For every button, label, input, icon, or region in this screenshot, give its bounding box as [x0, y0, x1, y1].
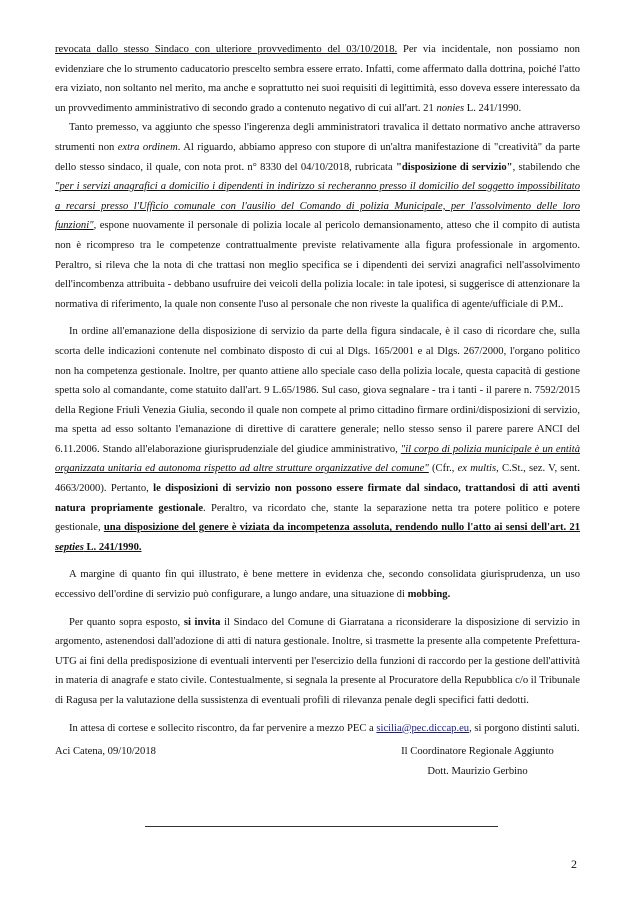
- body-text: L. 241/1990.: [464, 102, 522, 114]
- bold-text: mobbing.: [407, 589, 451, 601]
- paragraph-premise: [55, 118, 580, 314]
- body-text: In ordine all'emanazione della disposizione di servizio da parte della figura sindacale, è il caso di ricordare che, sulla scorta delle indicazioni contenute nel combinato disposto di cui al Dlgs. 165/2001 e al Dlgs. 267/2000, l'organo politico non ha competenza gestionale. Inoltre, per quanto attiene allo speciale caso della polizia locale, questa capacità di gestione spetta solo al comandante, come statuito dall'art. 9 L.65/1986. Sul caso, giova segnalare - tra i tanti - il parere n. 7592/2015 della Regione Friuli Venezia Giulia, secondo il quale non compete al primo cittadino firmare ordini/disposizioni di servizio, ma spetta ad esso soltanto l'emanazione di direttive di carattere generale; nello stesso senso il parere parere ANCI del 6.11.2006. Stando all'elaborazione giurisprudenziale del giudice amministrativo,: [55, 326, 580, 455]
- italic-text: nonies: [436, 102, 465, 114]
- italic-text: extra ordinem: [117, 141, 178, 153]
- quoted-jurisprudence: "il corpo di polizia municipale è un entità organizzata unitaria ed autonoma rispetto ad altre strutture organizzative del comune": [55, 443, 580, 475]
- bold-underlined-text: L. 241/1990.: [83, 541, 142, 553]
- signer: [375, 742, 580, 781]
- body-text: (Cfr.,: [428, 463, 458, 475]
- body-text: il Sindaco del Comune di Giarratana a riconsiderare la disposizione di servizio in argomento, astenendosi dall'adozione di atti di natura gestionale. Inoltre, si trasmette la presente alla competente Prefettura-UTG ai fini della predisposizione di eventuali interventi per l'esercizio della funzioni di raccordo per la gestione dell'attività in materia di anagrafe e stato civile. Contestualmente, si segnala la presente al Procuratore della Repubblica c/o il Tribunale di Ragusa per la valutazione della sussistenza di eventuali profili di rilevanza penale degli specifici fatti dedotti.: [55, 616, 580, 706]
- bold-underlined-italic-text: septies: [55, 541, 84, 553]
- email-link[interactable]: sicilia@pec.diccap.eu: [376, 722, 470, 734]
- signature-block: [55, 742, 580, 781]
- body-text: , stabilendo che: [512, 161, 580, 173]
- paragraph-revocation: [55, 40, 580, 118]
- signer-name: Dott. Maurizio Gerbino: [427, 765, 528, 777]
- quoted-provision: "per i servizi anagrafici a domicilio i dipendenti in indirizzo si recheranno presso il domicilio del soggetto impossibilitato a recarsi presso l'Ufficio comunale con l'ausilio del Comando di polizia Municipale, per l'assolvimento delle loro funzioni": [55, 181, 580, 232]
- body-text: , C.St., sez. V, sent. 4663/2000). Pertanto,: [55, 463, 580, 495]
- place-date: Aci Catena, 09/10/2018: [55, 746, 156, 758]
- bold-text: le disposizioni di servizio non possono essere firmate dal sindaco, trattandosi di atti aventi natura propriamente gestionale: [55, 483, 580, 514]
- body-text: Per quanto sopra esposto,: [69, 616, 184, 628]
- body-text: . Al riguardo, abbiamo appreso con stupore di un'altra manifestazione di "creatività" da parte dello stesso sindaco, il quale, con nota prot. n° 8330 del 04/10/2018, rubricata: [55, 141, 580, 173]
- body-text: , si porgono distinti saluti.: [469, 722, 580, 734]
- body-text: A margine di quanto fin qui illustrato, è bene mettere in evidenza che, secondo consolidata giurisprudenza, un uso eccessivo dell'ordine di servizio può configurare, a lungo andare, una situazione di: [55, 569, 580, 601]
- bold-text: si invita: [183, 616, 221, 628]
- bold-underlined-text: una disposizione del genere è viziata da incompetenza assoluta, rendendo nullo l'atto ai sensi dell'art. 21: [103, 522, 581, 534]
- signature-line: [145, 826, 498, 827]
- paragraph-mobbing: [55, 565, 580, 604]
- paragraph-closing: [55, 719, 580, 739]
- underlined-text: revocata dallo stesso Sindaco con ulteriore provvedimento del 03/10/2018.: [55, 44, 398, 55]
- body-text: . Peraltro, va ricordato che, stante la separazione netta tra potere politico e potere gestionale,: [55, 502, 580, 534]
- paragraph-conclusion: [55, 613, 580, 711]
- page-number: 2: [571, 857, 577, 871]
- paragraph-competence: [55, 322, 580, 557]
- body-text: , espone nuovamente il personale di polizia locale al pericolo demansionamento, atteso che il compito di autista non è ricompreso tra le competenze contrattualmente previste relativamente alla figura professionale in argomento. Peraltro, si rileva che la nota di che trattasi non meglio specifica se i dipendenti dei servizi anagrafici nell'assolvimento dell'incombenza attribuita - debbano usufruire dei veicoli della polizia locale: in tale ipotesi, si suggerisce di attenzionare la normativa di riferimento, la quale non consente l'uso al personale che non riveste la qualifica di agente/ufficiale di P.M..: [55, 220, 580, 310]
- document-body: [55, 40, 580, 781]
- bold-text: "disposizione di servizio": [395, 161, 513, 173]
- italic-text: ex multis: [457, 463, 497, 475]
- body-text: Tanto premesso, va aggiunto che spesso l'ingerenza degli amministratori travalica il dettato normativo anche attraverso strumenti non: [55, 122, 580, 153]
- signer-title: Il Coordinatore Regionale Aggiunto: [401, 746, 554, 758]
- body-text: In attesa di cortese e sollecito riscontro, da far pervenire a mezzo PEC a: [69, 722, 377, 734]
- body-text: Per via incidentale, non possiamo non evidenziare che lo strumento caducatorio prescelto sembra essere errato. Infatti, come affermato dalla dottrina, poiché l'atto era viziato, non soltanto nel merito, ma anche e soprattutto nei suoi requisiti di legittimità, esso doveva essere interessato da un provvedimento amministrativo di secondo grado a contenuto negativo di cui all'art. 21: [55, 44, 580, 114]
